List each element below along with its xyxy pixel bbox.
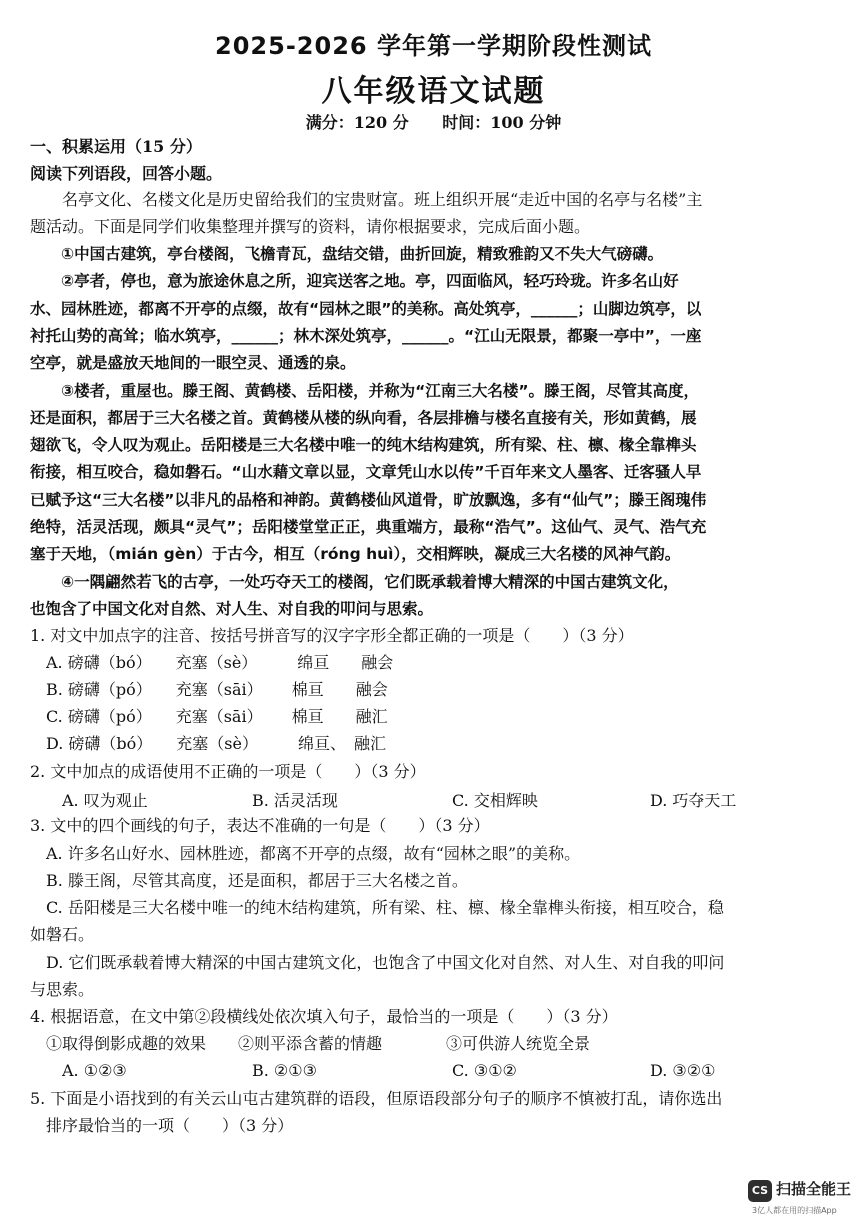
reading-instruction: 阅读下列语段，回答小题。 xyxy=(30,164,223,183)
question-4-option-a: A. ①②③ xyxy=(62,1061,127,1080)
question-1: 1. 对文中加点字的注音、按括号拼音写的汉字字形全都正确的一项是（ ）（3 分） xyxy=(30,626,634,645)
watermark-name: 扫描全能王 xyxy=(776,1180,852,1198)
intro-line-2: 题活动。下面是同学们收集整理并撰写的资料，请你根据要求，完成后面小题。 xyxy=(30,217,591,236)
paragraph-3-line-2: 还是面积，都居于三大名楼之首。黄鹤楼从楼的纵向看，各层排檐与楼名直接有关，形如黄鹤，展 xyxy=(30,409,697,427)
question-1-option-a: A. 磅礴（bó） 充塞（sè） 绵亘 融会 xyxy=(30,653,394,672)
paragraph-3-line-5: 已赋予这“三大名楼”以非凡的品格和神韵。黄鹤楼仙风道骨，旷放飘逸，多有“仙气”；滕王阁瑰伟 xyxy=(30,491,707,509)
watermark-tagline: 3亿人都在用的扫描App xyxy=(752,1206,837,1215)
paragraph-1-line-1: ①中国古建筑，亭台楼阁，飞檐青瓦，盘结交错，曲折回旋，精致雅韵又不失大气磅礴。 xyxy=(30,245,664,263)
paragraph-2-line-2: 水、园林胜迹，都离不开亭的点缀，故有“园林之眼”的美称。高处筑亭，______；山脚边筑亭，以 xyxy=(30,300,702,318)
question-4: 4. 根据语意，在文中第②段横线处依次填入句子，最恰当的一项是（ ）（3 分） xyxy=(30,1007,618,1026)
exam-title: 2025-2026 学年第一学期阶段性测试 xyxy=(215,32,652,60)
exam-meta xyxy=(0,110,867,133)
question-2-option-a: A. 叹为观止 xyxy=(62,791,148,810)
question-1-option-c: C. 磅礴（pó） 充塞（sāi） 棉亘 融汇 xyxy=(30,707,388,726)
paragraph-3-line-7: 塞于天地，（mián gèn）于古今，相互（róng huì），交相辉映，凝成三大名楼的风神气韵。 xyxy=(30,545,681,563)
paragraph-2-line-3: 衬托山势的高耸；临水筑亭，______；林木深处筑亭，______。“江山无限景，都聚一亭中”，一座 xyxy=(30,327,702,345)
question-1-option-d: D. 磅礴（bó） 充塞（sè） 绵亘、 融汇 xyxy=(30,734,386,753)
question-3-option-a: A. 许多名山好水、园林胜迹，都离不开亭的点缀，故有“园林之眼”的美称。 xyxy=(30,844,581,863)
question-2-option-d: D. 巧夺天工 xyxy=(650,791,737,810)
paragraph-3-line-1: ③楼者，重屋也。滕王阁、黄鹤楼、岳阳楼，并称为“江南三大名楼”。滕王阁，尽管其高度， xyxy=(30,382,700,400)
question-3-option-c-line-2: 如磐石。 xyxy=(30,925,95,944)
paragraph-4-line-2: 也饱含了中国文化对自然、对人生、对自我的叩问与思索。 xyxy=(30,600,434,618)
section-heading: 一、积累运用（15 分） xyxy=(30,137,202,156)
question-3-option-b: B. 滕王阁，尽管其高度，还是面积，都居于三大名楼之首。 xyxy=(30,871,468,890)
camscanner-logo-icon: CS xyxy=(748,1180,772,1202)
question-3-option-d-line-1: D. 它们既承载着博大精深的中国古建筑文化，也饱含了中国文化对自然、对人生、对自我的叩问 xyxy=(30,953,725,972)
exam-time: 时间：100 分钟 xyxy=(442,113,562,132)
question-5-line-2: 排序最恰当的一项（ ）（3 分） xyxy=(30,1116,294,1135)
question-5-line-1: 5. 下面是小语找到的有关云山屯古建筑群的语段，但原语段部分句子的顺序不慎被打乱，请你选出 xyxy=(30,1089,723,1108)
question-3-option-d-line-2: 与思索。 xyxy=(30,980,95,999)
question-3-option-c-line-1: C. 岳阳楼是三大名楼中唯一的纯木结构建筑，所有梁、柱、檩、椽全靠榫头衔接，相互咬合，稳 xyxy=(30,898,724,917)
paragraph-2-line-1: ②亭者，停也，意为旅途休息之所，迎宾送客之地。亭，四面临风，轻巧玲珑。许多名山好 xyxy=(30,272,679,290)
full-score: 满分：120 分 xyxy=(305,113,409,132)
paragraph-3-line-4: 衔接，相互咬合，稳如磐石。“山水藉文章以显，文章凭山水以传”千百年来文人墨客、迁客骚人早 xyxy=(30,463,702,481)
paragraph-2-line-4: 空亭，就是盛放天地间的一眼空灵、通透的泉。 xyxy=(30,354,356,372)
exam-subject-title: 八年级语文试题 xyxy=(321,74,546,109)
question-4-option-c: C. ③①② xyxy=(452,1061,517,1080)
question-1-option-b: B. 磅礴（pó） 充塞（sāi） 棉亘 融会 xyxy=(30,680,388,699)
question-4-option-b: B. ②①③ xyxy=(252,1061,317,1080)
paragraph-3-line-3: 翅欲飞，令人叹为观止。岳阳楼是三大名楼中唯一的纯木结构建筑，所有梁、柱、檩、椽全靠榫头 xyxy=(30,436,697,454)
intro-line-1: 名亭文化、名楼文化是历史留给我们的宝贵财富。班上组织开展“走近中国的名亭与名楼”主 xyxy=(30,190,703,209)
question-2: 2. 文中加点的成语使用不正确的一项是（ ）（3 分） xyxy=(30,762,426,781)
paragraph-3-line-6: 绝特，活灵活现，颇具“灵气”；岳阳楼堂堂正正，典重端方，最称“浩气”。这仙气、灵气、浩气充 xyxy=(30,518,707,536)
question-4-sentences: ①取得倒影成趣的效果 ②则平添含蓄的情趣 ③可供游人统览全景 xyxy=(30,1034,591,1053)
question-3: 3. 文中的四个画线的句子，表达不准确的一句是（ ）（3 分） xyxy=(30,816,490,835)
question-2-option-b: B. 活灵活现 xyxy=(252,791,338,810)
question-2-option-c: C. 交相辉映 xyxy=(452,791,538,810)
paragraph-4-line-1: ④一隅翩然若飞的古亭，一处巧夺天工的楼阁，它们既承载着博大精深的中国古建筑文化， xyxy=(30,573,679,591)
question-4-option-d: D. ③②① xyxy=(650,1061,716,1080)
